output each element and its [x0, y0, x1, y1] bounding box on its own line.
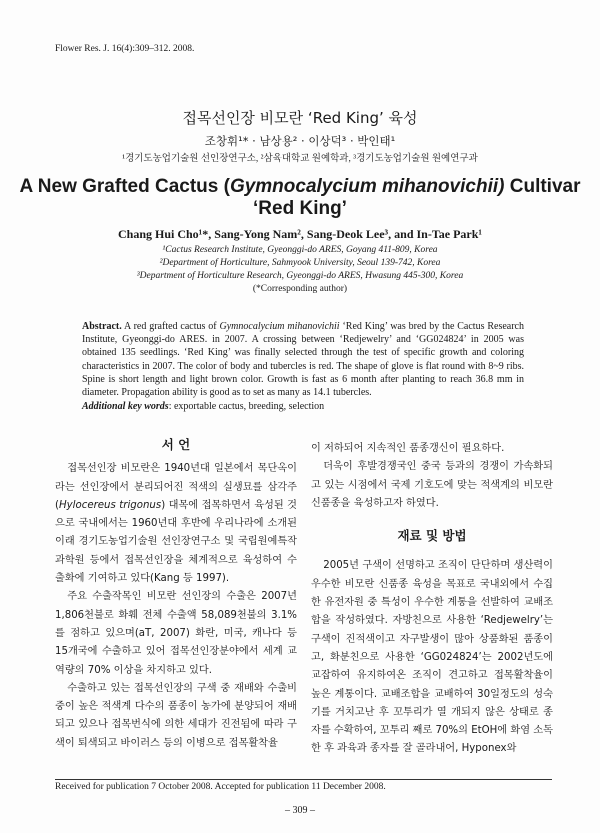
left-column	[55, 436, 297, 753]
affiliation-1: ¹Cactus Research Institute, Gyeonggi-do ARES, Goyang 411-809, Korea	[162, 245, 438, 255]
title-part-2: Cultivar	[504, 176, 581, 197]
intro-paragraph-2: 주요 수출작목인 비모란 선인장의 수출은 2007년 1,806천불로 화훼 전체 수출액 58,089천불의 3.1%를 점하고 있으며(aT, 2007) 화란, 미국, 캐나다 등 15개국에 수출하고 있어 접목선인장분야에서 세계 교역량의 70% 이상을 차지하고 있다.	[55, 591, 297, 676]
section-heading-methods: 재료 및 방법	[397, 528, 467, 544]
english-authors: Chang Hui Cho¹*, Sang-Yong Nam², Sang-Deok Lee³, and In-Tae Park¹	[117, 227, 482, 241]
affiliation-3: ³Department of Horticulture Research, Gyeonggi-do ARES, Hwasung 445-300, Korea	[136, 271, 464, 281]
keywords-label: Additional key words	[82, 401, 169, 412]
title-part-1: A New Grafted Cactus (	[19, 176, 230, 197]
intro-paragraph-1: 접목선인장 비모란은 1940년대 일본에서 목단옥이라는 선인장에서 분리되어진 적색의 실생묘를 삼각주(Hylocereus trigonus) 대목에 접목하면서 육성된 것으로 국내에서는 1960년대 후반에 우리나라에 소개된 이래 경기도농업기술원 선인장연구소 및 국립원예특작과학원 등에서 접목선인장을 체계적으로 육성하여 수출화에 기여하고 있다(Kang 등 1997).	[55, 463, 297, 585]
journal-citation: Flower Res. J. 16(4):309–312. 2008.	[55, 44, 195, 54]
intro-paragraph-4: 더욱이 후발경쟁국인 중국 등과의 경쟁이 가속화되고 있는 시점에서 국제 기호도에 맞는 적색계의 비모란 신품종을 육성하고자 하였다.	[311, 461, 553, 509]
intro-paragraph-3: 수출하고 있는 접목선인장의 구색 중 재배와 수출비중이 높은 적색계 다수의 품종이 농가에 분양되어 재배되고 있으나 접목번식에 의한 세대가 진전됨에 따라 구색이 퇴색되고 바이러스 등의 이병으로 접목활착율	[55, 682, 297, 749]
abstract-text-1: A red grafted cactus of	[121, 321, 220, 332]
affiliation-2: ²Department of Horticulture, Sahmyook University, Seoul 139-742, Korea	[159, 258, 441, 268]
methods-paragraph-1: 2005년 구색이 선명하고 조직이 단단하며 생산력이 우수한 비모란 신품종 육성을 목표로 국내외에서 수집한 유전자원 중 특성이 우수한 계통을 선발하여 교배조합을 작성하였다. 자방친으로 사용한 ‘Redjewelry’는 구색이 진적색이고 자구발생이 많아 상품화된 품종이고, 화분친으로 사용한 ‘GG024824’는 2002년도에 교잡하여 유지하여온 조직이 견고하고 접목활착율이 높은 계통이다. 교배조합을 교배하여 30일정도의 성숙기를 거치고난 후 꼬투리가 열 개되지 않은 상태로 종자를 수확하여, 꼬투리 째로 70%의 EtOH에 화염 소독한 후 과육과 종자를 잘 골라내어, Hyponex와	[311, 560, 553, 755]
corresponding-author-note: (*Corresponding author)	[252, 284, 348, 294]
footnote-rule	[55, 779, 552, 780]
korean-title: 접목선인장 비모란 ‘Red King’ 육성	[182, 109, 418, 127]
korean-authors: 조창휘¹* · 남상용² · 이상덕³ · 박인태¹	[204, 134, 396, 148]
right-column	[311, 440, 553, 759]
english-title	[0, 176, 600, 220]
korean-affiliations: ¹경기도농업기술원 선인장연구소, ²삼육대학교 원예학과, ³경기도농업기술원 원예연구과	[122, 154, 478, 164]
intro-species: Hylocereus trigonus	[58, 499, 162, 511]
title-species: Gymnocalycium mihanovichii)	[229, 176, 505, 197]
english-affiliations	[0, 244, 600, 296]
section-heading-introduction: 서 언	[161, 437, 191, 452]
keywords-text: : exportable cactus, breeding, selection	[168, 401, 325, 412]
abstract	[82, 320, 524, 399]
received-note: Received for publication 7 October 2008. Accepted for publication 11 December 2008.	[55, 782, 386, 792]
page-number: – 309 –	[285, 805, 315, 816]
abstract-species: Gymnocalycium mihanovichii	[219, 321, 340, 332]
keywords	[82, 401, 524, 412]
abstract-text-2: ‘Red King’ was bred by the Cactus Research Institute, Gyeonggi-do ARES. in 2007. A crossing between ‘Redjewelry’ and ‘GG024824’ in 2005 was obtained 135 seedlings. ‘Red King’ was finally selected through the test of specific growth and coloring characteristics in 2007. The color of body and tubercles is red. The shape of glove is flat round with 8~9 ribs. Spine is short length and light brown color. Growth is fast as 6 month after planting to reach 36.8 mm in diameter. Propagation ability is good as to set as many as 14.1 tubercles.	[82, 321, 524, 399]
title-line-2: ‘Red King’	[253, 198, 347, 219]
intro-continuation: 이 저하되어 지속적인 품종갱신이 필요하다.	[311, 443, 505, 454]
abstract-label: Abstract.	[82, 321, 122, 332]
